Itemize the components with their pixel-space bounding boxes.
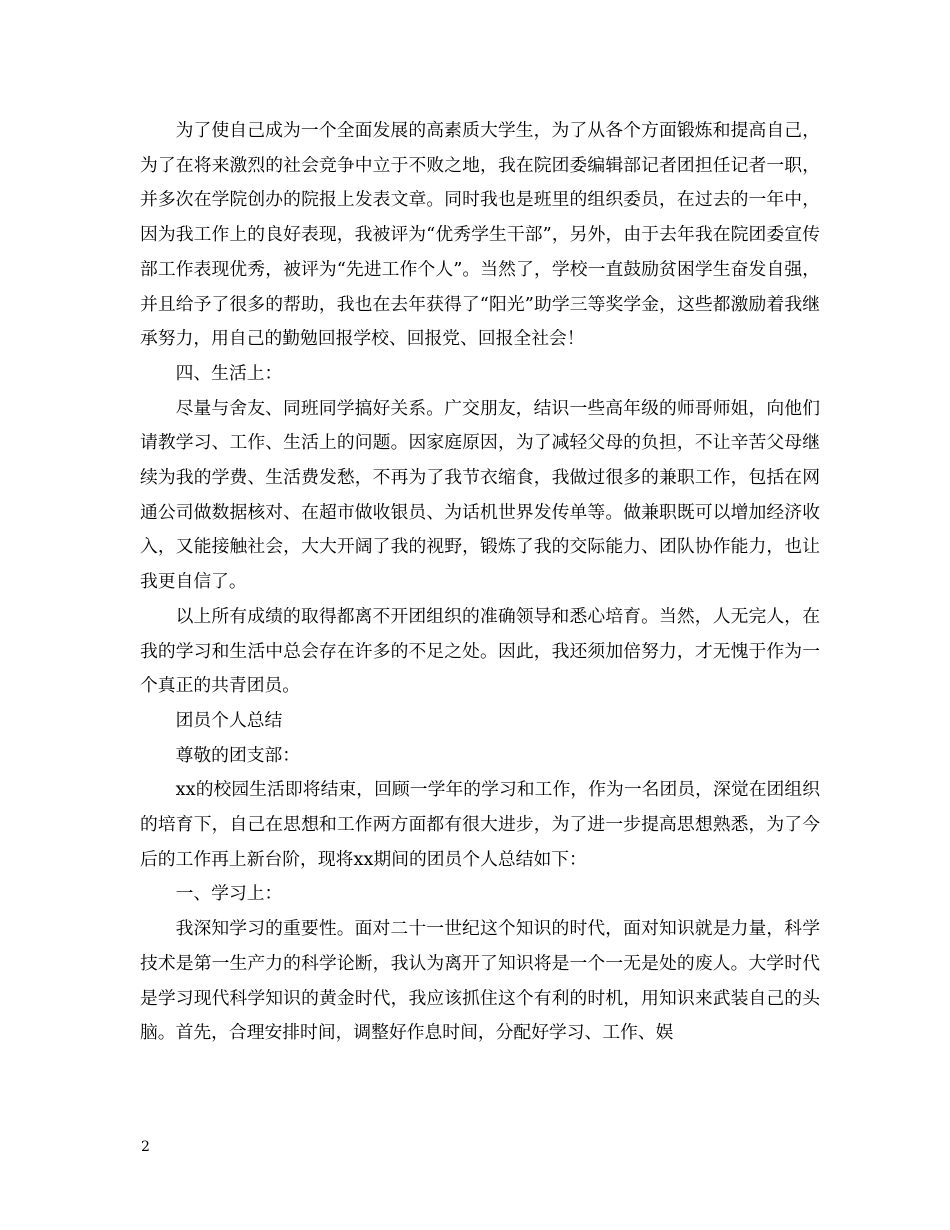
paragraph-achievements: 为了使自己成为一个全面发展的高素质大学生，为了从各个方面锻炼和提高自己，为了在将来激烈的社会竞争中立于不败之地，我在院团委编辑部记者团担任记者一职，并多次在学院创办的院报上发表文章。同时我也是班里的组织委员，在过去的一年中，因为我工作上的良好表现，我被评为“优秀学生干部”，另外，由于去年我在院团委宣传部工作表现优秀，被评为“先进工作个人”。当然了，学校一直鼓励贫困学生奋发自强，并且给予了很多的帮助，我也在去年获得了“阳光”助学三等奖学金，这些都激励着我继承努力，用自己的勤勉回报学校、回报党、回报全社会！: [140, 120, 820, 350]
section-heading-life: 四、生活上：: [175, 362, 283, 384]
summary-title: 团员个人总结: [175, 709, 283, 731]
paragraph-study: 我深知学习的重要性。面对二十一世纪这个知识的时代，面对知识就是力量，科学技术是第一生产力的科学论断，我认为离开了知识将是一个一无是处的废人。大学时代是学习现代科学知识的黄金时代，我应该抓住这个有利的时机，用知识来武装自己的头脑。首先，合理安排时间，调整好作息时间，分配好学习、工作、娱: [140, 918, 820, 1044]
paragraph-conclusion: 以上所有成绩的取得都离不开团组织的准确领导和悉心培育。当然，人无完人，在我的学习和生活中总会存在许多的不足之处。因此，我还须加倍努力，才无愧于作为一个真正的共青团员。: [140, 605, 820, 697]
paragraph-life: 尽量与舍友、同班同学搞好关系。广交朋友，结识一些高年级的师哥师姐，向他们请教学习、工作、生活上的问题。因家庭原因，为了减轻父母的负担，不让辛苦父母继续为我的学费、生活费发愁，不再为了我节衣缩食，我做过很多的兼职工作，包括在网通公司做数据核对、在超市做收银员、为话机世界发传单等。做兼职既可以增加经济收入，又能接触社会，大大开阔了我的视野，锻炼了我的交际能力、团队协作能力，也让我更自信了。: [140, 397, 820, 593]
section-heading-study: 一、学习上：: [175, 883, 283, 905]
document-body: [140, 114, 820, 1051]
salutation: 尊敬的团支部：: [175, 744, 301, 766]
paragraph-intro: xx的校园生活即将结束，回顾一学年的学习和工作，作为一名团员，深觉在团组织的培育下，自己在思想和工作两方面都有很大进步，为了进一步提高思想熟悉，为了今后的工作再上新台阶，现将xx期间的团员个人总结如下：: [140, 779, 820, 870]
page-number: 2: [141, 1139, 150, 1155]
